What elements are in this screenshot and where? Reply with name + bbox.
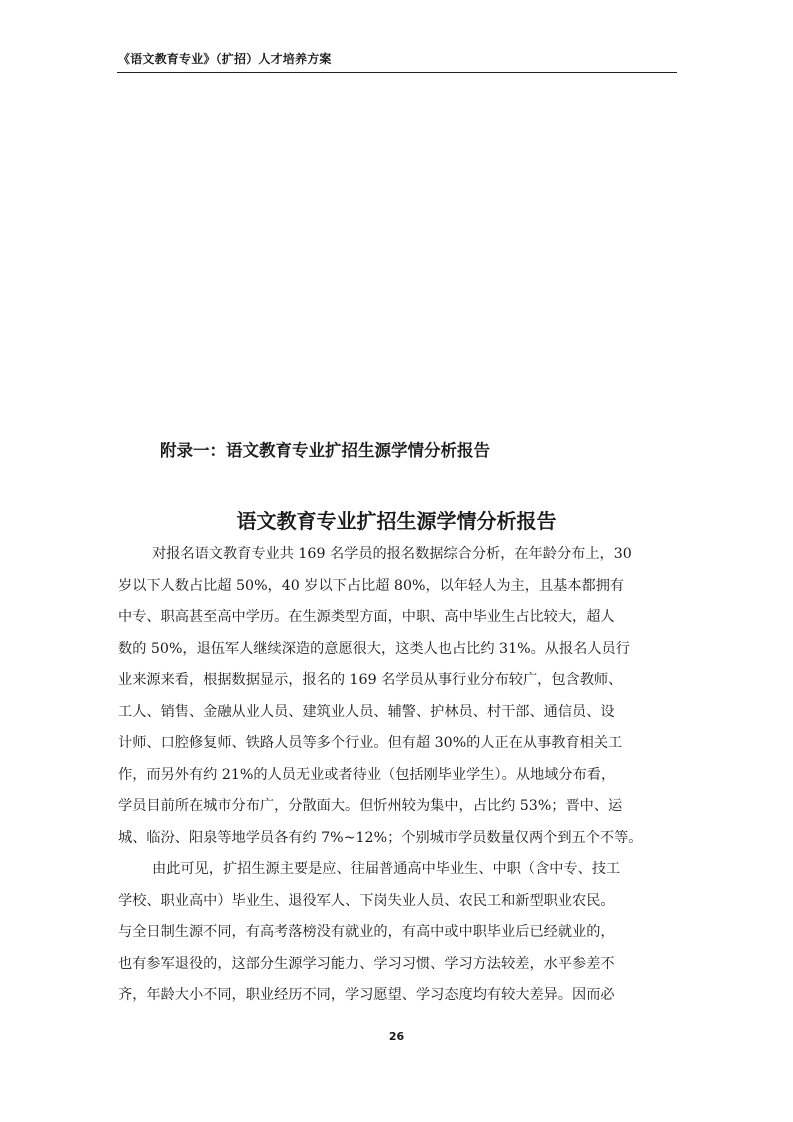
paragraph-1-line: 城、临汾、阳泉等地学员各有约 7%~12%；个别城市学员数量仅两个到五个不等。 — [118, 829, 643, 846]
paragraph-2-line: 齐，年龄大小不同，职业经历不同，学习愿望、学习态度均有较大差异。因而必 — [118, 987, 615, 1003]
paragraph-1-line: 作，而另外有约 21%的人员无业或者待业（包括刚毕业学生）。从地域分布看， — [118, 766, 616, 783]
appendix-title: 附录一：语文教育专业扩招生源学情分析报告 — [160, 441, 490, 460]
paragraph-1-line: 数的 50%，退伍军人继续深造的意愿很大，这类人也占比约 31%。从报名人员行 — [118, 640, 630, 657]
paragraph-1-line: 学员目前所在城市分布广，分散面大。但忻州较为集中，占比约 53%；晋中、运 — [118, 798, 623, 814]
paragraph-1-line: 中专、职高甚至高中学历。在生源类型方面，中职、高中毕业生占比较大，超人 — [118, 609, 615, 625]
page-number: 26 — [388, 1030, 405, 1043]
running-header-title: 《语文教育专业》（扩招）人才培养方案 — [118, 52, 332, 66]
paragraph-1-line: 岁以下人数占比超 50%，40 岁以下占比超 80%，以年轻人为主，且基本都拥有 — [118, 577, 625, 594]
paragraph-1-line: 工人、销售、金融从业人员、建筑业人员、辅警、护林员、村干部、通信员、设 — [118, 703, 615, 720]
paragraph-2-line: 也有参军退役的，这部分生源学习能力、学习习惯、学习方法较差，水平参差不 — [118, 955, 615, 972]
paragraph-2-line: 学校、职业高中）毕业生、退役军人、下岗失业人员、农民工和新型职业农民。 — [118, 892, 615, 909]
paragraph-2-line: 与全日制生源不同，有高考落榜没有就业的，有高中或中职毕业后已经就业的， — [118, 924, 615, 940]
report-title: 语文教育专业扩招生源学情分析报告 — [236, 509, 557, 533]
paragraph-2-line: 由此可见，扩招生源主要是应、往届普通高中毕业生、中职（含中专、技工 — [152, 861, 621, 877]
paragraph-1-line: 对报名语文教育专业共 169 名学员的报名数据综合分析，在年龄分布上，30 — [152, 546, 632, 562]
paragraph-1-line: 业来源来看，根据数据显示，报名的 169 名学员从事行业分布较广，包含教师、 — [118, 672, 623, 688]
paragraph-1-line: 计师、口腔修复师、铁路人员等多个行业。但有超 30%的人正在从事教育相关工 — [118, 735, 623, 751]
header-divider — [117, 72, 677, 73]
report-body — [118, 539, 678, 1012]
